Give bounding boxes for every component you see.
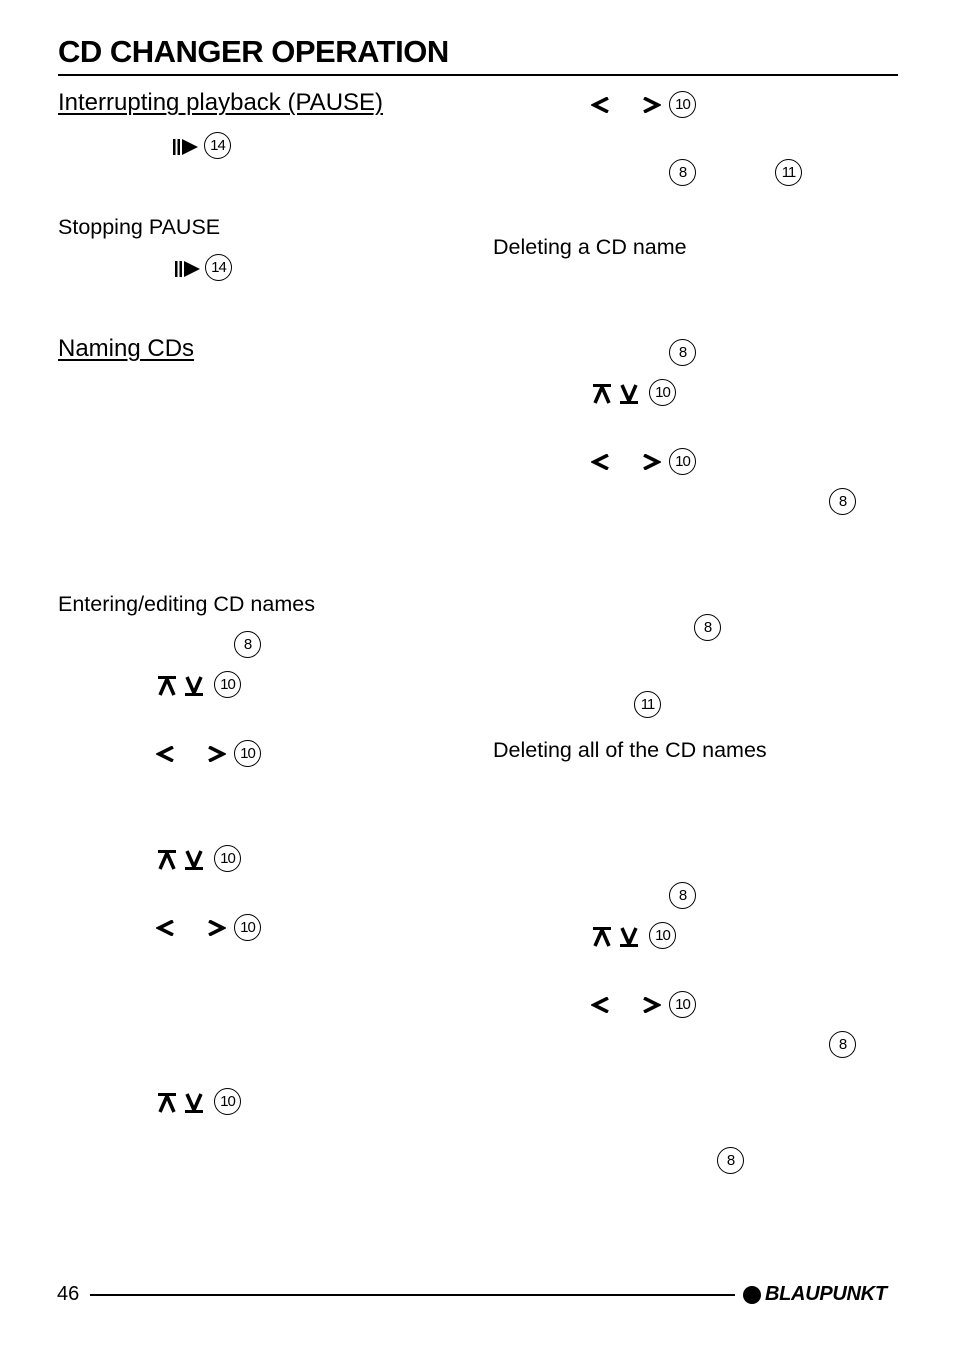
down-arrow-icon	[620, 384, 638, 404]
callout-10: 10	[669, 91, 696, 118]
callout-10: 10	[214, 845, 241, 872]
callout-10: 10	[214, 671, 241, 698]
left-arrow-icon	[591, 997, 609, 1013]
right-arrow-icon	[643, 97, 661, 113]
left-arrow-icon	[156, 920, 174, 936]
down-arrow-icon	[185, 850, 203, 870]
down-arrow-icon	[185, 1093, 203, 1113]
callout-8: 8	[694, 614, 721, 641]
callout-8: 8	[829, 488, 856, 515]
brand-logo	[743, 1283, 887, 1306]
play-pause-icon	[173, 138, 199, 156]
up-arrow-icon	[158, 850, 176, 870]
right-arrow-icon	[643, 997, 661, 1013]
right-arrow-icon	[643, 454, 661, 470]
callout-8: 8	[669, 882, 696, 909]
delete-name-heading: Deleting a CD name	[493, 235, 687, 259]
play-pause-icon	[175, 260, 201, 278]
left-arrow-icon	[591, 454, 609, 470]
callout-14: 14	[205, 254, 232, 281]
brand-text: BLAUPUNKT	[765, 1283, 887, 1305]
callout-11: 11	[775, 159, 802, 186]
right-arrow-icon	[208, 920, 226, 936]
left-arrow-icon	[591, 97, 609, 113]
entering-heading: Entering/editing CD names	[58, 592, 315, 616]
up-arrow-icon	[593, 927, 611, 947]
footer-rule	[90, 1294, 735, 1296]
callout-10: 10	[649, 922, 676, 949]
callout-8: 8	[669, 159, 696, 186]
callout-10: 10	[234, 914, 261, 941]
up-arrow-icon	[593, 384, 611, 404]
pause-heading: Interrupting playback (PAUSE)	[58, 89, 384, 116]
page-number: 46	[57, 1283, 80, 1305]
callout-8: 8	[829, 1031, 856, 1058]
callout-10: 10	[649, 379, 676, 406]
page-title: CD CHANGER OPERATION	[58, 34, 449, 69]
callout-14: 14	[204, 132, 231, 159]
left-arrow-icon	[156, 746, 174, 762]
down-arrow-icon	[185, 676, 203, 696]
callout-10: 10	[669, 448, 696, 475]
callout-10: 10	[669, 991, 696, 1018]
down-arrow-icon	[620, 927, 638, 947]
callout-8: 8	[717, 1147, 744, 1174]
callout-8: 8	[669, 339, 696, 366]
delete-all-heading: Deleting all of the CD names	[493, 738, 767, 762]
callout-11: 11	[634, 691, 661, 718]
brand-dot-icon	[743, 1286, 761, 1304]
callout-10: 10	[234, 740, 261, 767]
callout-8: 8	[234, 631, 261, 658]
naming-heading: Naming CDs	[58, 335, 195, 362]
right-arrow-icon	[208, 746, 226, 762]
stop-pause-heading: Stopping PAUSE	[58, 215, 221, 239]
up-arrow-icon	[158, 1093, 176, 1113]
callout-10: 10	[214, 1088, 241, 1115]
title-rule	[58, 74, 898, 76]
up-arrow-icon	[158, 676, 176, 696]
